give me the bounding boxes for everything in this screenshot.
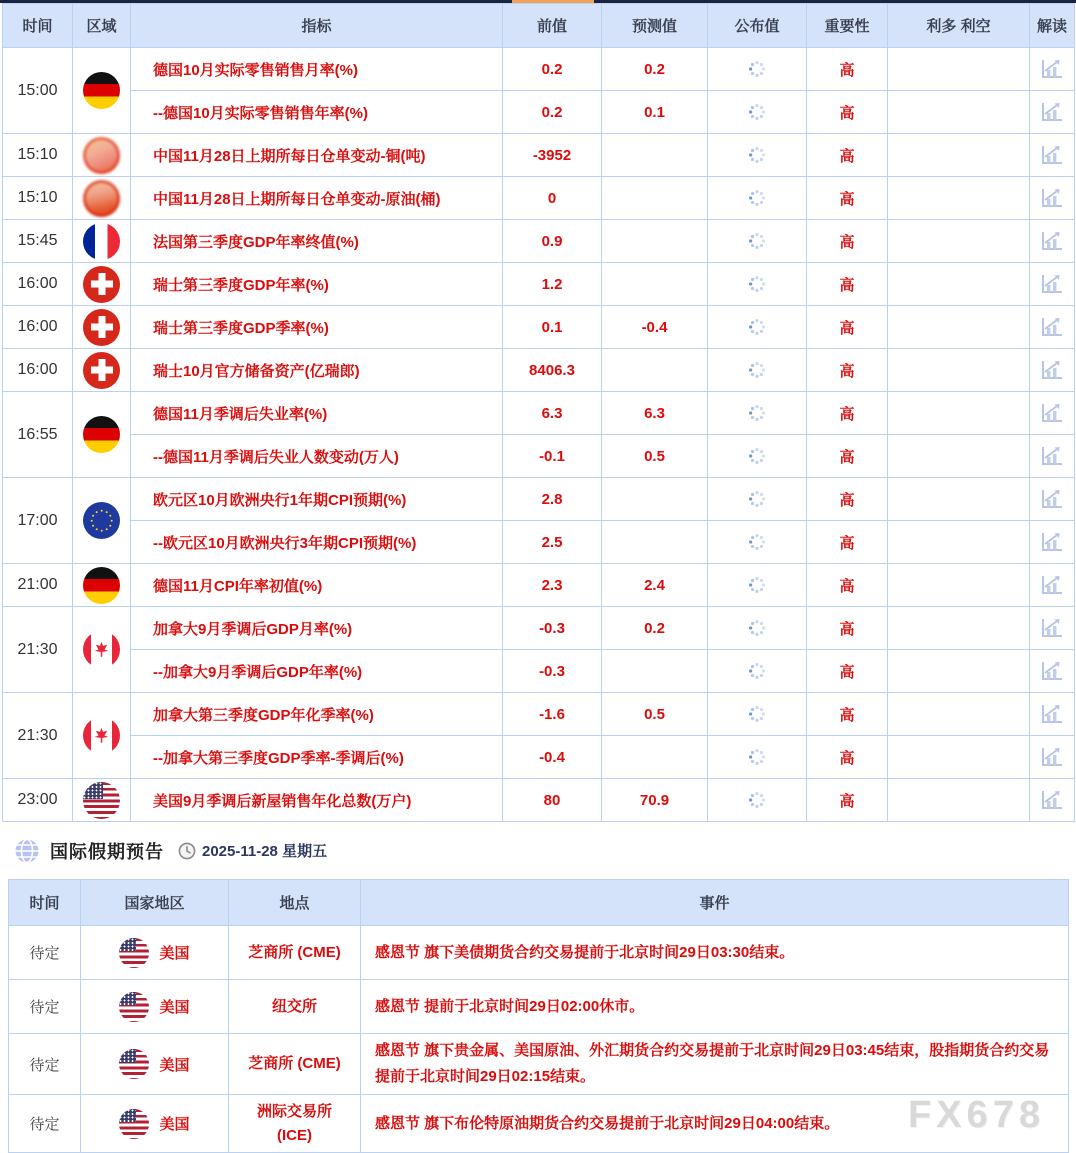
- interpret-cell: [1030, 435, 1075, 478]
- bull-bear-cell: [888, 48, 1030, 91]
- forecast-value: -0.4: [602, 306, 708, 349]
- actual-value-loading: [708, 177, 807, 220]
- table-row: [3, 564, 1075, 607]
- table-row: [3, 478, 1075, 521]
- top-progress-accent: [512, 0, 594, 3]
- clock-icon: [178, 842, 196, 860]
- loading-spinner-icon: [748, 146, 766, 164]
- indicator-name: --加拿大第三季度GDP季率-季调后(%): [131, 736, 503, 779]
- interpret-chart-icon[interactable]: [1040, 101, 1064, 123]
- indicator-name: --欧元区10月欧洲央行3年期CPI预期(%): [131, 521, 503, 564]
- forecast-value: [602, 349, 708, 392]
- actual-value-loading: [708, 91, 807, 134]
- previous-value: 0.1: [503, 306, 602, 349]
- importance-badge: 高: [807, 693, 888, 736]
- event-time: 21:30: [3, 693, 73, 779]
- table-row: [3, 650, 1075, 693]
- forecast-value: [602, 177, 708, 220]
- loading-spinner-icon: [748, 404, 766, 422]
- previous-value: 0: [503, 177, 602, 220]
- previous-value: 0.2: [503, 91, 602, 134]
- hol-col-location: 地点: [229, 880, 361, 926]
- region-cell: [73, 478, 131, 564]
- indicator-name: 德国10月实际零售销售月率(%): [131, 48, 503, 91]
- interpret-cell: [1030, 177, 1075, 220]
- loading-spinner-icon: [748, 748, 766, 766]
- previous-value: 8406.3: [503, 349, 602, 392]
- importance-badge: 高: [807, 177, 888, 220]
- interpret-chart-icon[interactable]: [1040, 574, 1064, 596]
- country-name: 美国: [159, 999, 190, 1016]
- region-cell: [73, 779, 131, 822]
- importance-badge: 高: [807, 91, 888, 134]
- switzerland-flag-icon: [83, 352, 120, 389]
- previous-value: -3952: [503, 134, 602, 177]
- bull-bear-cell: [888, 392, 1030, 435]
- holiday-section-title: 国际假期预告: [50, 841, 164, 862]
- previous-value: 80: [503, 779, 602, 822]
- interpret-chart-icon[interactable]: [1040, 402, 1064, 424]
- actual-value-loading: [708, 435, 807, 478]
- importance-badge: 高: [807, 435, 888, 478]
- table-row: [3, 521, 1075, 564]
- actual-value-loading: [708, 134, 807, 177]
- indicator-name: 美国9月季调后新屋销售年化总数(万户): [131, 779, 503, 822]
- holiday-country-cell: [81, 1095, 229, 1153]
- event-time: 15:10: [3, 177, 73, 220]
- holiday-country-cell: [81, 1034, 229, 1095]
- actual-value-loading: [708, 650, 807, 693]
- table-row: [3, 134, 1075, 177]
- importance-badge: 高: [807, 736, 888, 779]
- holiday-time: 待定: [9, 1034, 81, 1095]
- canada-flag-icon: [83, 717, 120, 754]
- indicator-name: 德国11月CPI年率初值(%): [131, 564, 503, 607]
- region-cell: [73, 349, 131, 392]
- canada-flag-icon: [83, 631, 120, 668]
- actual-value-loading: [708, 392, 807, 435]
- holiday-section-header: [0, 822, 1076, 879]
- interpret-chart-icon[interactable]: [1040, 273, 1064, 295]
- region-cell: [73, 263, 131, 306]
- bull-bear-cell: [888, 736, 1030, 779]
- importance-badge: 高: [807, 306, 888, 349]
- usa-flag-icon: [119, 992, 149, 1022]
- previous-value: 2.3: [503, 564, 602, 607]
- loading-spinner-icon: [748, 232, 766, 250]
- col-header-indicator: 指标: [131, 4, 503, 48]
- germany-flag-icon: [83, 72, 120, 109]
- interpret-cell: [1030, 478, 1075, 521]
- indicator-name: 瑞士第三季度GDP年率(%): [131, 263, 503, 306]
- loading-spinner-icon: [748, 60, 766, 78]
- previous-value: 6.3: [503, 392, 602, 435]
- interpret-cell: [1030, 91, 1075, 134]
- loading-spinner-icon: [748, 189, 766, 207]
- interpret-cell: [1030, 134, 1075, 177]
- region-cell: [73, 392, 131, 478]
- previous-value: 2.8: [503, 478, 602, 521]
- interpret-cell: [1030, 349, 1075, 392]
- importance-badge: 高: [807, 521, 888, 564]
- event-time: 16:00: [3, 263, 73, 306]
- table-row: [3, 263, 1075, 306]
- previous-value: 0.9: [503, 220, 602, 263]
- col-header-time: 时间: [3, 4, 73, 48]
- event-time: 23:00: [3, 779, 73, 822]
- holiday-row: [9, 980, 1069, 1034]
- switzerland-flag-icon: [83, 266, 120, 303]
- holiday-location: 洲际交易所 (ICE): [229, 1095, 361, 1153]
- actual-value-loading: [708, 693, 807, 736]
- bull-bear-cell: [888, 564, 1030, 607]
- event-time: 15:10: [3, 134, 73, 177]
- actual-value-loading: [708, 263, 807, 306]
- event-time: 21:30: [3, 607, 73, 693]
- indicator-name: --德国11月季调后失业人数变动(万人): [131, 435, 503, 478]
- bull-bear-cell: [888, 91, 1030, 134]
- forecast-value: [602, 134, 708, 177]
- forecast-value: [602, 650, 708, 693]
- indicator-name: --德国10月实际零售销售年率(%): [131, 91, 503, 134]
- holiday-time: 待定: [9, 980, 81, 1034]
- interpret-cell: [1030, 220, 1075, 263]
- hol-col-country: 国家地区: [81, 880, 229, 926]
- previous-value: 1.2: [503, 263, 602, 306]
- loading-spinner-icon: [748, 533, 766, 551]
- col-header-importance: 重要性: [807, 4, 888, 48]
- importance-badge: 高: [807, 263, 888, 306]
- region-cell: [73, 220, 131, 263]
- country-name: 美国: [159, 1056, 190, 1074]
- interpret-chart-icon[interactable]: [1040, 187, 1064, 209]
- table-row: [3, 177, 1075, 220]
- holiday-country-cell: [81, 926, 229, 980]
- col-header-actual: 公布值: [708, 4, 807, 48]
- table-row: [3, 736, 1075, 779]
- forecast-value: 0.2: [602, 48, 708, 91]
- actual-value-loading: [708, 220, 807, 263]
- actual-value-loading: [708, 306, 807, 349]
- region-cell: [73, 177, 131, 220]
- interpret-chart-icon[interactable]: [1040, 359, 1064, 381]
- interpret-chart-icon[interactable]: [1040, 488, 1064, 510]
- loading-spinner-icon: [748, 447, 766, 465]
- region-cell: [73, 306, 131, 349]
- holiday-country-cell: [81, 980, 229, 1034]
- col-header-interpret: 解读: [1030, 4, 1075, 48]
- interpret-cell: [1030, 263, 1075, 306]
- indicator-name: 德国11月季调后失业率(%): [131, 392, 503, 435]
- region-cell: [73, 693, 131, 779]
- forecast-value: 2.4: [602, 564, 708, 607]
- interpret-chart-icon[interactable]: [1040, 660, 1064, 682]
- previous-value: -0.4: [503, 736, 602, 779]
- usa-flag-icon: [119, 1109, 149, 1139]
- indicator-name: 法国第三季度GDP年率终值(%): [131, 220, 503, 263]
- importance-badge: 高: [807, 220, 888, 263]
- country-name: 美国: [159, 945, 190, 962]
- table-row: [3, 779, 1075, 822]
- region-cell: [73, 134, 131, 177]
- interpret-chart-icon[interactable]: [1040, 703, 1064, 725]
- loading-spinner-icon: [748, 576, 766, 594]
- holiday-event-text: 感恩节 提前于北京时间29日02:00休市。: [361, 980, 1069, 1034]
- table-row: [3, 306, 1075, 349]
- bull-bear-cell: [888, 220, 1030, 263]
- table-row: [3, 220, 1075, 263]
- table-row: [3, 435, 1075, 478]
- holiday-time: 待定: [9, 1095, 81, 1153]
- loading-spinner-icon: [748, 619, 766, 637]
- bull-bear-cell: [888, 521, 1030, 564]
- actual-value-loading: [708, 521, 807, 564]
- col-header-forecast: 预测值: [602, 4, 708, 48]
- forecast-value: 0.5: [602, 693, 708, 736]
- forecast-value: 0.1: [602, 91, 708, 134]
- bull-bear-cell: [888, 650, 1030, 693]
- loading-spinner-icon: [748, 662, 766, 680]
- region-cell: [73, 48, 131, 134]
- forecast-value: [602, 220, 708, 263]
- importance-badge: 高: [807, 650, 888, 693]
- interpret-cell: [1030, 306, 1075, 349]
- table-row: [3, 693, 1075, 736]
- col-header-previous: 前值: [503, 4, 602, 48]
- china-copper-flag-icon: [83, 137, 120, 174]
- table-row: [3, 607, 1075, 650]
- previous-value: 2.5: [503, 521, 602, 564]
- event-time: 16:00: [3, 349, 73, 392]
- interpret-cell: [1030, 607, 1075, 650]
- actual-value-loading: [708, 349, 807, 392]
- bull-bear-cell: [888, 779, 1030, 822]
- holiday-row: [9, 1034, 1069, 1095]
- table-row: [3, 48, 1075, 91]
- previous-value: -0.3: [503, 650, 602, 693]
- forecast-value: [602, 521, 708, 564]
- region-cell: [73, 607, 131, 693]
- event-time: 15:45: [3, 220, 73, 263]
- event-time: 15:00: [3, 48, 73, 134]
- calendar-header-row: [3, 4, 1075, 48]
- previous-value: -0.1: [503, 435, 602, 478]
- forecast-value: [602, 478, 708, 521]
- usa-flag-icon: [119, 1049, 149, 1079]
- forecast-value: 0.2: [602, 607, 708, 650]
- loading-spinner-icon: [748, 103, 766, 121]
- usa-flag-icon: [83, 782, 120, 819]
- importance-badge: 高: [807, 48, 888, 91]
- china-oil-flag-icon: [83, 180, 120, 217]
- interpret-chart-icon[interactable]: [1040, 531, 1064, 553]
- table-row: [3, 91, 1075, 134]
- loading-spinner-icon: [748, 705, 766, 723]
- interpret-cell: [1030, 736, 1075, 779]
- holiday-event-text: 感恩节 旗下美债期货合约交易提前于北京时间29日03:30结束。: [361, 926, 1069, 980]
- holiday-event-text: 感恩节 旗下贵金属、美国原油、外汇期货合约交易提前于北京时间29日03:45结束，股指期货合约交易提前于北京时间29日02:15结束。: [361, 1034, 1069, 1095]
- holiday-location: 纽交所: [229, 980, 361, 1034]
- loading-spinner-icon: [748, 490, 766, 508]
- forecast-value: 70.9: [602, 779, 708, 822]
- bull-bear-cell: [888, 435, 1030, 478]
- interpret-cell: [1030, 521, 1075, 564]
- interpret-chart-icon[interactable]: [1040, 144, 1064, 166]
- importance-badge: 高: [807, 134, 888, 177]
- event-time: 21:00: [3, 564, 73, 607]
- region-cell: [73, 564, 131, 607]
- loading-spinner-icon: [748, 791, 766, 809]
- forecast-value: [602, 263, 708, 306]
- bull-bear-cell: [888, 306, 1030, 349]
- importance-badge: 高: [807, 564, 888, 607]
- indicator-name: 欧元区10月欧洲央行1年期CPI预期(%): [131, 478, 503, 521]
- interpret-chart-icon[interactable]: [1040, 230, 1064, 252]
- event-time: 17:00: [3, 478, 73, 564]
- holiday-section-date: [178, 840, 327, 861]
- previous-value: 0.2: [503, 48, 602, 91]
- indicator-name: 瑞士10月官方储备资产(亿瑞郎): [131, 349, 503, 392]
- indicator-name: 瑞士第三季度GDP季率(%): [131, 306, 503, 349]
- previous-value: -1.6: [503, 693, 602, 736]
- forecast-value: 0.5: [602, 435, 708, 478]
- actual-value-loading: [708, 607, 807, 650]
- actual-value-loading: [708, 478, 807, 521]
- germany-flag-icon: [83, 416, 120, 453]
- interpret-chart-icon[interactable]: [1040, 58, 1064, 80]
- col-header-bull-bear: 利多 利空: [888, 4, 1030, 48]
- bull-bear-cell: [888, 349, 1030, 392]
- indicator-name: 中国11月28日上期所每日仓单变动-原油(桶): [131, 177, 503, 220]
- bull-bear-cell: [888, 134, 1030, 177]
- indicator-name: 加拿大第三季度GDP年化季率(%): [131, 693, 503, 736]
- holiday-location: 芝商所 (CME): [229, 926, 361, 980]
- indicator-name: --加拿大9月季调后GDP年率(%): [131, 650, 503, 693]
- eu-flag-icon: [83, 502, 120, 539]
- actual-value-loading: [708, 779, 807, 822]
- holiday-row: [9, 926, 1069, 980]
- loading-spinner-icon: [748, 275, 766, 293]
- holiday-event-text: 感恩节 旗下布伦特原油期货合约交易提前于北京时间29日04:00结束。: [361, 1095, 1069, 1153]
- actual-value-loading: [708, 48, 807, 91]
- importance-badge: 高: [807, 779, 888, 822]
- interpret-chart-icon[interactable]: [1040, 617, 1064, 639]
- interpret-chart-icon[interactable]: [1040, 445, 1064, 467]
- hol-col-event: 事件: [361, 880, 1069, 926]
- interpret-cell: [1030, 779, 1075, 822]
- switzerland-flag-icon: [83, 309, 120, 346]
- interpret-cell: [1030, 564, 1075, 607]
- holiday-header-row: [9, 880, 1069, 926]
- top-progress-bar: [0, 0, 1076, 3]
- bull-bear-cell: [888, 478, 1030, 521]
- interpret-cell: [1030, 392, 1075, 435]
- holiday-location: 芝商所 (CME): [229, 1034, 361, 1095]
- hol-col-time: 时间: [9, 880, 81, 926]
- actual-value-loading: [708, 736, 807, 779]
- actual-value-loading: [708, 564, 807, 607]
- interpret-chart-icon[interactable]: [1040, 789, 1064, 811]
- importance-badge: 高: [807, 392, 888, 435]
- importance-badge: 高: [807, 349, 888, 392]
- bull-bear-cell: [888, 607, 1030, 650]
- forecast-value: 6.3: [602, 392, 708, 435]
- germany-flag-icon: [83, 567, 120, 604]
- indicator-name: 中国11月28日上期所每日仓单变动-铜(吨): [131, 134, 503, 177]
- loading-spinner-icon: [748, 318, 766, 336]
- interpret-cell: [1030, 693, 1075, 736]
- importance-badge: 高: [807, 478, 888, 521]
- globe-icon: [14, 838, 40, 864]
- event-time: 16:55: [3, 392, 73, 478]
- event-time: 16:00: [3, 306, 73, 349]
- table-row: [3, 392, 1075, 435]
- importance-badge: 高: [807, 607, 888, 650]
- economic-calendar-table: [2, 3, 1075, 822]
- holiday-time: 待定: [9, 926, 81, 980]
- holiday-date-text: 2025-11-28 星期五: [202, 843, 328, 860]
- table-row: [3, 349, 1075, 392]
- col-header-region: 区域: [73, 4, 131, 48]
- loading-spinner-icon: [748, 361, 766, 379]
- indicator-name: 加拿大9月季调后GDP月率(%): [131, 607, 503, 650]
- previous-value: -0.3: [503, 607, 602, 650]
- interpret-cell: [1030, 48, 1075, 91]
- bull-bear-cell: [888, 177, 1030, 220]
- bull-bear-cell: [888, 693, 1030, 736]
- bull-bear-cell: [888, 263, 1030, 306]
- interpret-chart-icon[interactable]: [1040, 746, 1064, 768]
- usa-flag-icon: [119, 938, 149, 968]
- interpret-cell: [1030, 650, 1075, 693]
- fx678-watermark: FX678: [908, 1094, 1045, 1136]
- france-flag-icon: [83, 223, 120, 260]
- interpret-chart-icon[interactable]: [1040, 316, 1064, 338]
- country-name: 美国: [159, 1116, 190, 1133]
- forecast-value: [602, 736, 708, 779]
